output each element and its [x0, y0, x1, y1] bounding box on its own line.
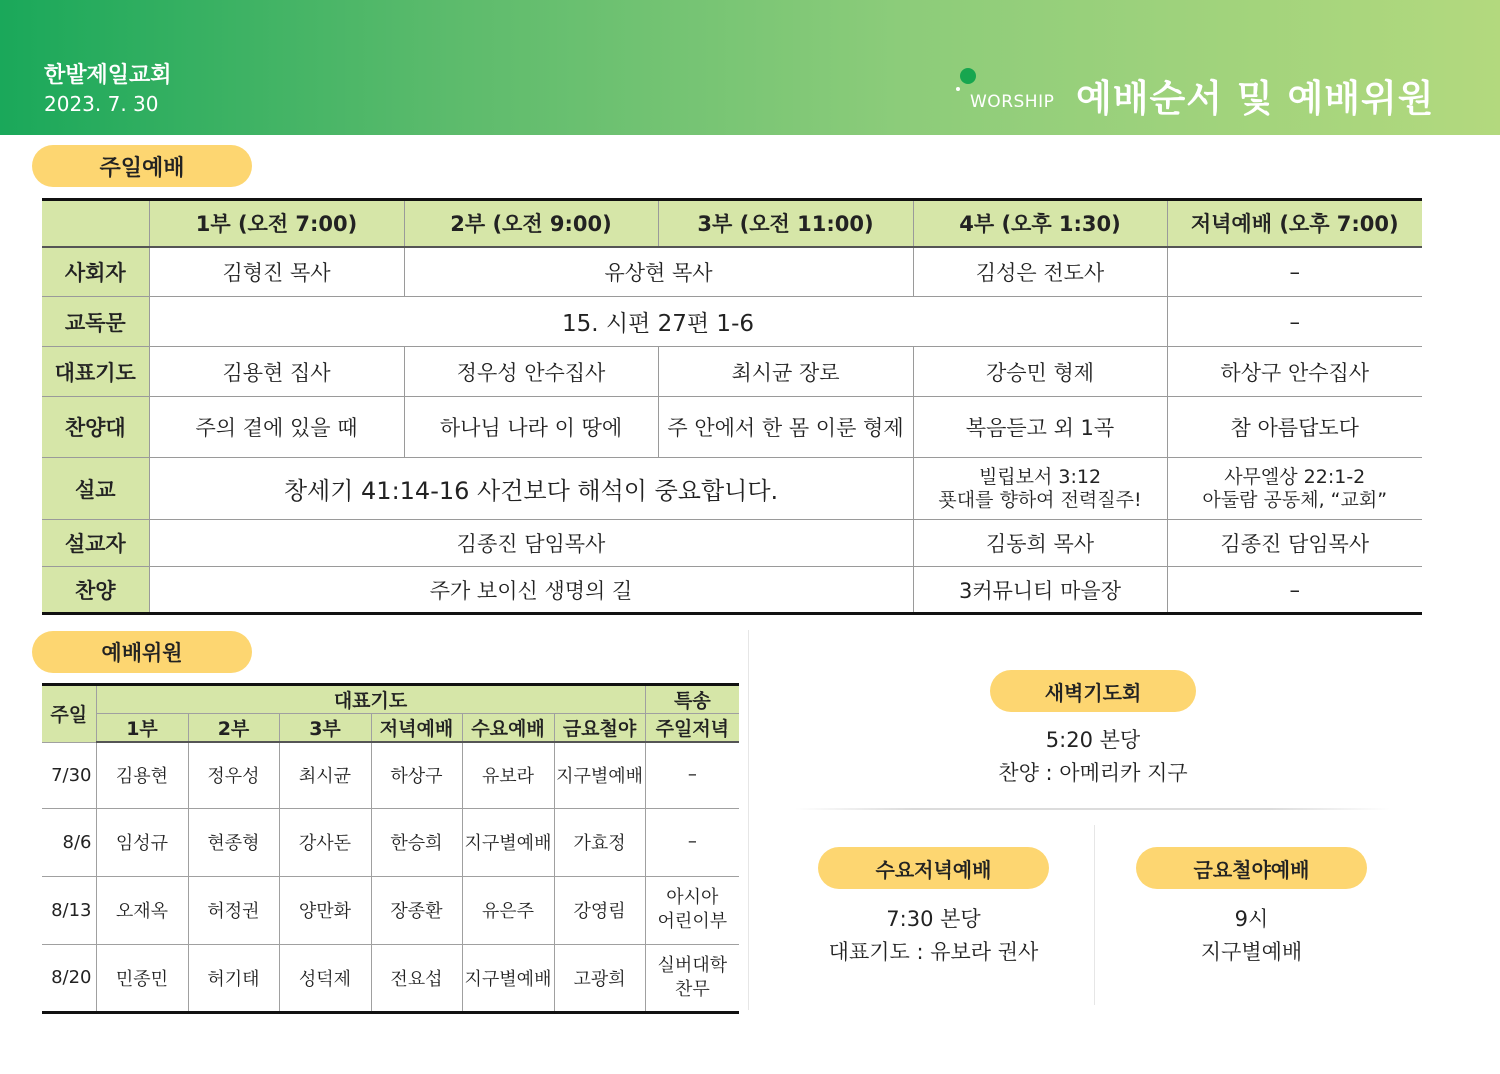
date-cell: 8/20 [42, 944, 96, 1012]
section-title: 예배순서 및 예배위원 [1076, 77, 1435, 120]
row-label: 대표기도 [42, 347, 149, 397]
sunday-worship-table [42, 198, 1422, 615]
special-group-header: 특송 [645, 685, 739, 714]
cell: – [1167, 567, 1422, 614]
cell: 성덕제 [279, 944, 371, 1012]
info-line: 9시 [1234, 907, 1269, 931]
table-row [42, 567, 1422, 614]
table-row [42, 808, 739, 876]
cell: 복음듣고 외 1곡 [913, 397, 1167, 458]
special-line: 실버대학 [657, 954, 728, 976]
cell: 김용현 집사 [149, 347, 404, 397]
special-cell [645, 808, 739, 876]
bulletin-date: 2023. 7. 30 [44, 92, 159, 116]
sunday-worship-pill: 주일예배 [32, 145, 252, 187]
cell [1167, 458, 1422, 520]
sermon-text-line: 아둘람 공동체, “교회” [1202, 488, 1388, 511]
info-line: 찬양 : 아메리카 지구 [998, 761, 1188, 785]
cell: 하상구 안수집사 [1167, 347, 1422, 397]
prayer-group-header: 대표기도 [96, 685, 645, 714]
special-line: 어린이부 [657, 911, 728, 932]
section-divider [795, 808, 1390, 810]
info-line: 5:20 본당 [1045, 728, 1141, 752]
col-header: 3부 [279, 714, 371, 743]
col-header: 수요예배 [462, 714, 554, 743]
cell: 하나님 나라 이 땅에 [404, 397, 658, 458]
table-row [42, 347, 1422, 397]
col-header: 저녁예배 [371, 714, 462, 743]
table-header-row [42, 685, 739, 714]
special-line: – [687, 764, 697, 786]
wednesday-service-info [783, 903, 1084, 969]
cell: – [1167, 297, 1422, 347]
table-header-row [42, 714, 739, 743]
panel-divider [748, 630, 749, 1010]
table-row [42, 458, 1422, 520]
col-header: 2부 (오전 9:00) [404, 200, 658, 247]
cell: 유보라 [462, 742, 554, 808]
cell: 오재옥 [96, 876, 188, 944]
cell: 김성은 전도사 [913, 247, 1167, 297]
cell: 유상현 목사 [404, 247, 913, 297]
small-dot-icon [956, 87, 960, 91]
cell: 고광희 [554, 944, 645, 1012]
sermon-text-line: 사무엘상 22:1-2 [1224, 465, 1366, 488]
committee-pill: 예배위원 [32, 631, 252, 673]
cell: 강사돈 [279, 808, 371, 876]
table-row [42, 297, 1422, 347]
date-cell: 8/13 [42, 876, 96, 944]
cell: 김종진 담임목사 [1167, 520, 1422, 567]
table-row [42, 876, 739, 944]
cell: 창세기 41:14-16 사건보다 해석이 중요합니다. [149, 458, 913, 520]
cell: 김종진 담임목사 [149, 520, 913, 567]
table-row [42, 944, 739, 1012]
cell: 강승민 형제 [913, 347, 1167, 397]
cell: 허기태 [188, 944, 279, 1012]
special-line: – [687, 831, 697, 852]
table-row [42, 520, 1422, 567]
date-cell: 8/6 [42, 808, 96, 876]
cell: 주가 보이신 생명의 길 [149, 567, 913, 614]
sunday-header: 주일 [42, 685, 96, 743]
col-header: 4부 (오후 1:30) [913, 200, 1167, 247]
info-line: 7:30 본당 [886, 907, 981, 931]
cell: 정우성 [188, 742, 279, 808]
cell: 지구별예배 [462, 944, 554, 1012]
cell [913, 458, 1167, 520]
cell: 주 안에서 한 몸 이룬 형제 [658, 397, 913, 458]
cell: 주의 곁에 있을 때 [149, 397, 404, 458]
date-cell: 7/30 [42, 742, 96, 808]
special-line: 찬무 [674, 978, 710, 1000]
cell: 하상구 [371, 742, 462, 808]
cell: 허정권 [188, 876, 279, 944]
header-banner [0, 0, 1500, 135]
row-label: 찬양대 [42, 397, 149, 458]
row-label: 설교자 [42, 520, 149, 567]
info-line: 대표기도 : 유보라 권사 [828, 940, 1039, 964]
friday-service-info [1101, 903, 1402, 969]
special-cell [645, 876, 739, 944]
cell: 15. 시편 27편 1-6 [149, 297, 1167, 347]
cell: 참 아름답도다 [1167, 397, 1422, 458]
cell: 가효정 [554, 808, 645, 876]
table-row [42, 742, 739, 808]
info-line: 지구별예배 [1200, 940, 1303, 964]
corner-cell [42, 200, 149, 247]
cell: 강영림 [554, 876, 645, 944]
cell: 3커뮤니티 마을장 [913, 567, 1167, 614]
cell: 양만화 [279, 876, 371, 944]
cell: 김용현 [96, 742, 188, 808]
cell: 현종형 [188, 808, 279, 876]
dawn-prayer-info [940, 724, 1246, 790]
special-line: 아시아 [666, 887, 719, 908]
cell: 김형진 목사 [149, 247, 404, 297]
sermon-text-line: 푯대를 향하여 전력질주! [938, 488, 1142, 511]
cell: 최시균 [279, 742, 371, 808]
table-row [42, 397, 1422, 458]
col-header: 주일저녁 [645, 714, 739, 743]
cell: 정우성 안수집사 [404, 347, 658, 397]
cell: 김동희 목사 [913, 520, 1167, 567]
row-label: 설교 [42, 458, 149, 520]
column-divider [1094, 825, 1095, 1005]
col-header: 1부 (오전 7:00) [149, 200, 404, 247]
cell: 임성규 [96, 808, 188, 876]
cell: 유은주 [462, 876, 554, 944]
row-label: 교독문 [42, 297, 149, 347]
cell: 지구별예배 [462, 808, 554, 876]
row-label: 사회자 [42, 247, 149, 297]
table-header-row [42, 200, 1422, 247]
cell: 장종환 [371, 876, 462, 944]
church-name: 한밭제일교회 [44, 63, 172, 88]
wednesday-service-pill: 수요저녁예배 [818, 847, 1049, 889]
table-row [42, 247, 1422, 297]
cell: 민종민 [96, 944, 188, 1012]
special-cell [645, 742, 739, 808]
col-header: 2부 [188, 714, 279, 743]
cell: 최시균 장로 [658, 347, 913, 397]
cell: – [1167, 247, 1422, 297]
section-label-en: WORSHIP [970, 92, 1055, 112]
cell: 지구별예배 [554, 742, 645, 808]
col-header: 저녁예배 (오후 7:00) [1167, 200, 1422, 247]
cell: 한승희 [371, 808, 462, 876]
col-header: 3부 (오전 11:00) [658, 200, 913, 247]
green-dot-icon [960, 68, 976, 84]
friday-service-pill: 금요철야예배 [1136, 847, 1367, 889]
col-header: 금요철야 [554, 714, 645, 743]
committee-table [42, 683, 739, 1014]
row-label: 찬양 [42, 567, 149, 614]
cell: 전요섭 [371, 944, 462, 1012]
col-header: 1부 [96, 714, 188, 743]
special-cell [645, 944, 739, 1012]
dawn-prayer-pill: 새벽기도회 [990, 670, 1196, 712]
sermon-text-line: 빌립보서 3:12 [978, 465, 1102, 488]
